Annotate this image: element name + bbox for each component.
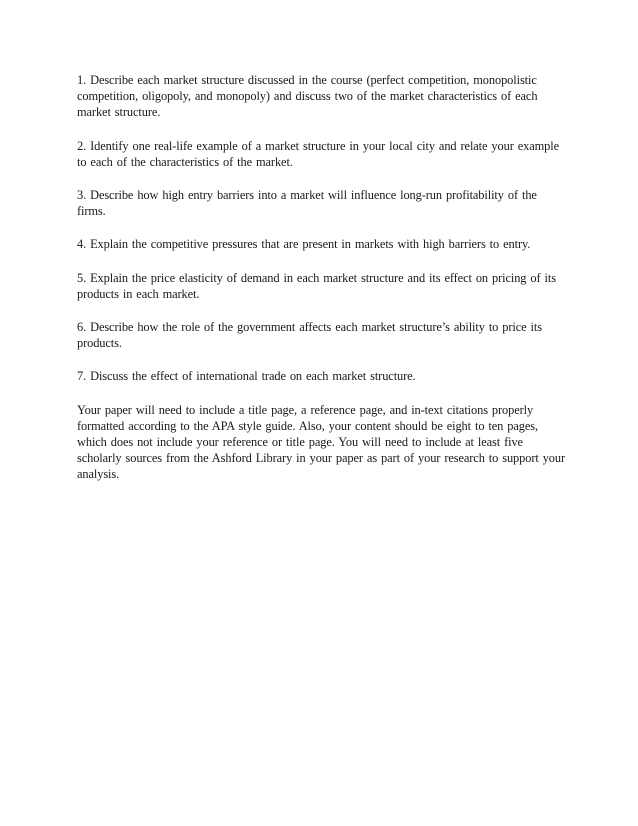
paragraph-question-3: 3. Describe how high entry barriers into a market will influence long-run profitability of the firms. xyxy=(77,188,537,219)
paragraph-question-1: 1. Describe each market structure discussed in the course (perfect competition, monopolistic competition, oligopoly, and monopoly) and discuss two of the market characteristics of each market structure. xyxy=(77,73,538,120)
paragraph-question-5: 5. Explain the price elasticity of demand in each market structure and its effect on pricing of its products in each market. xyxy=(77,270,556,301)
paragraph-question-4: 4. Explain the competitive pressures that are present in markets with high barriers to entry. xyxy=(77,237,531,252)
paragraph-question-7: 7. Discuss the effect of international trade on each market structure. xyxy=(77,369,416,384)
paragraph-question-6: 6. Describe how the role of the government affects each market structure’s ability to price its products. xyxy=(77,320,542,351)
paragraph-question-2: 2. Identify one real-life example of a market structure in your local city and relate your example to each of the characteristics of the market. xyxy=(77,138,560,169)
document-body xyxy=(77,72,569,500)
paragraph-requirements: Your paper will need to include a title page, a reference page, and in-text citations properly formatted according to the APA style guide. Also, your content should be eight to ten pages, which does not include your reference or title page. You will need to include at least five scholarly sources from the Ashford Library in your paper as part of your research to support your analysis. xyxy=(77,402,566,482)
